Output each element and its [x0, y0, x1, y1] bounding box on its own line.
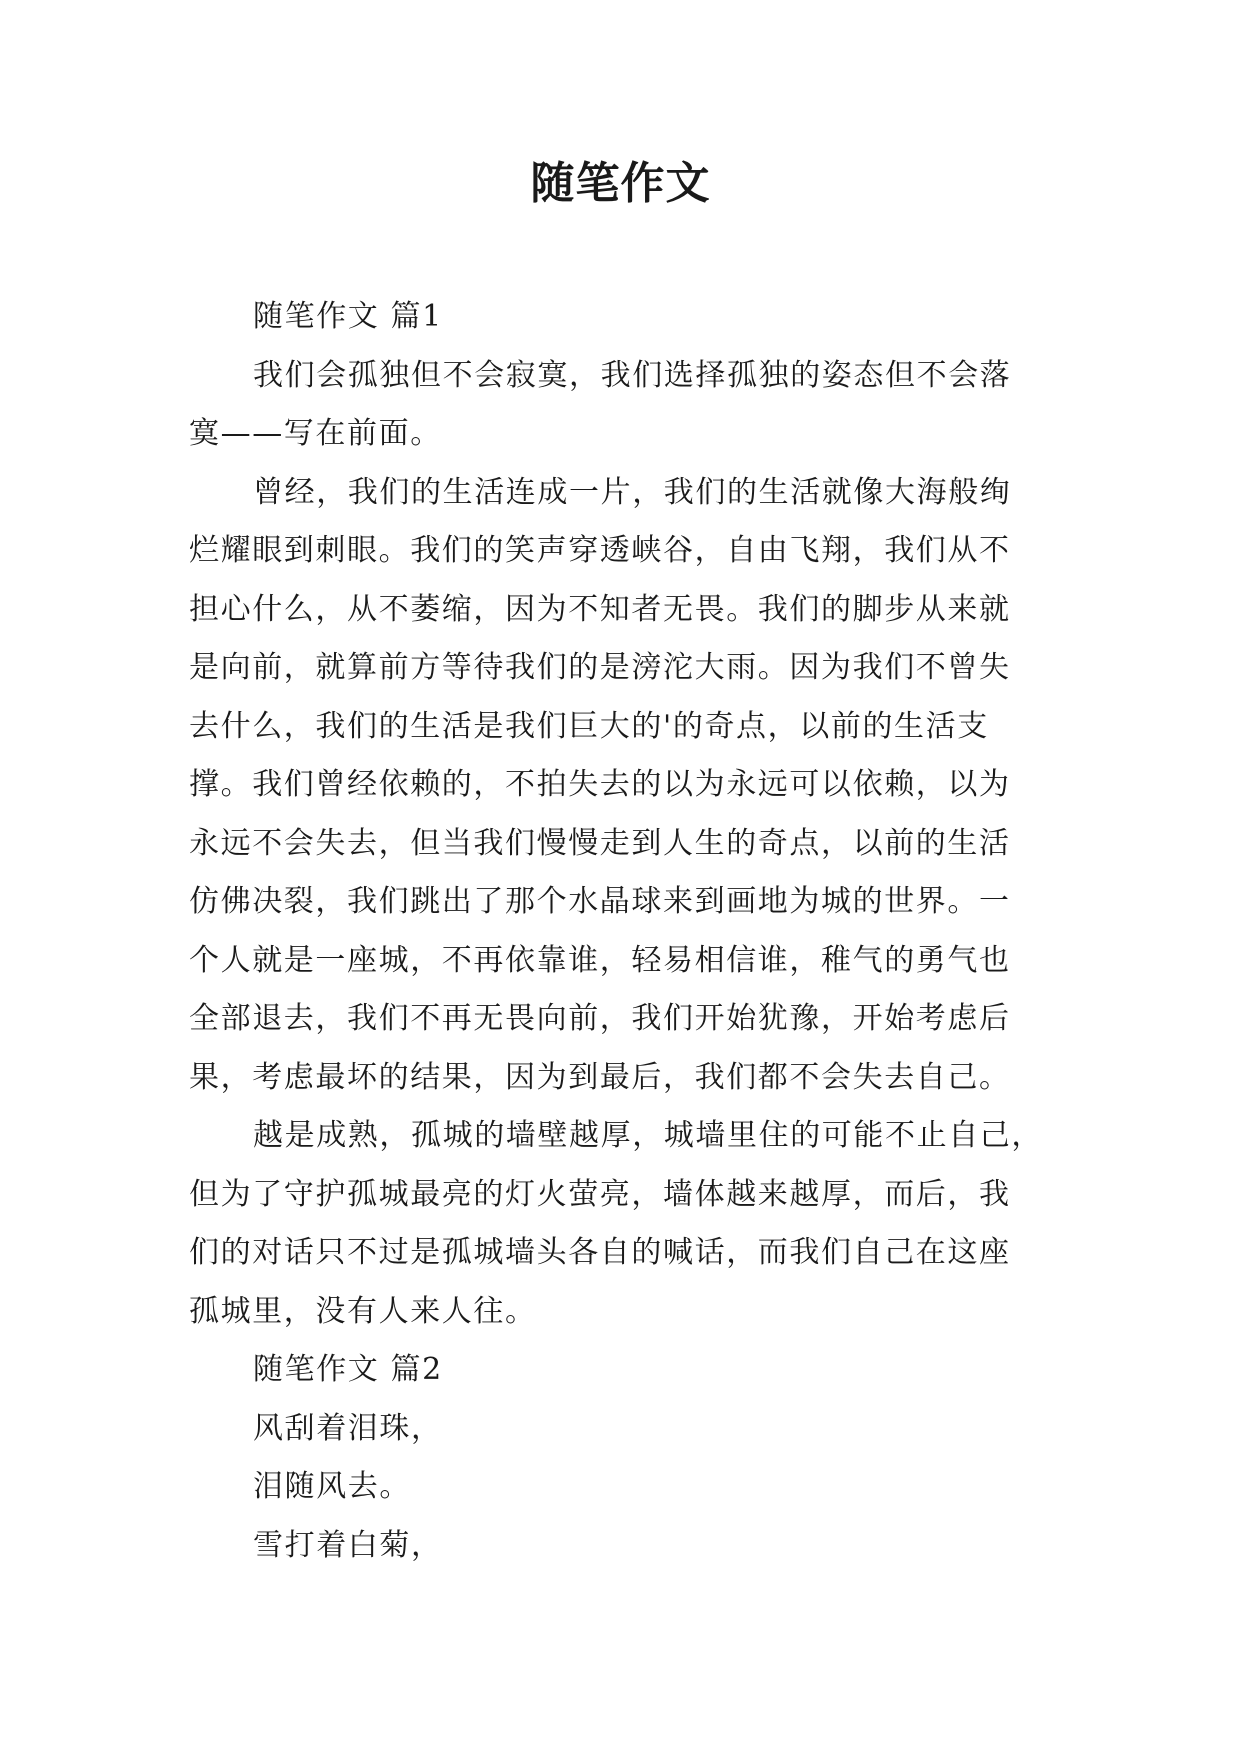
document-body: [189, 288, 1059, 1575]
text-line: 担心什么，从不萎缩，因为不知者无畏。我们的脚步从来就: [189, 591, 1011, 627]
text-line: 们的对话只不过是孤城墙头各自的喊话，而我们自己在这座: [189, 1235, 1011, 1270]
document-title: 随笔作文: [530, 158, 711, 209]
text-line: 随笔作文 篇2: [253, 1352, 443, 1387]
text-line: 越是成熟，孤城的墙壁越厚，城墙里住的可能不止自己，: [253, 1118, 1043, 1153]
text-line: 全部退去，我们不再无畏向前，我们开始犹豫，开始考虑后: [189, 1001, 1011, 1036]
text-line: 去什么，我们的生活是我们巨大的'的奇点，以前的生活支: [189, 708, 989, 744]
text-line: 是向前，就算前方等待我们的是滂沱大雨。因为我们不曾失: [189, 650, 1011, 685]
text-line: 但为了守护孤城最亮的灯火萤亮，墙体越来越厚，而后，我: [189, 1176, 1011, 1212]
text-line: 我们会孤独但不会寂寞，我们选择孤独的姿态但不会落: [253, 357, 1012, 393]
text-line: 寞——写在前面。: [189, 416, 442, 451]
text-line: 风刮着泪珠，: [253, 1410, 443, 1446]
text-line: 烂耀眼到刺眼。我们的笑声穿透峡谷，自由飞翔，我们从不: [189, 533, 1011, 568]
text-line: 泪随风去。: [253, 1469, 411, 1504]
text-line: 仿佛决裂，我们跳出了那个水晶球来到画地为城的世界。一: [189, 884, 1011, 919]
text-line: 曾经，我们的生活连成一片，我们的生活就像大海般绚: [253, 474, 1012, 510]
text-line: 孤城里，没有人来人往。: [189, 1293, 537, 1329]
text-line: 撑。我们曾经依赖的，不拍失去的以为永远可以依赖，以为: [189, 767, 1011, 802]
text-line: 果，考虑最坏的结果，因为到最后，我们都不会失去自己。: [189, 1059, 1011, 1095]
text-line: 雪打着白菊，: [253, 1527, 443, 1563]
text-line: 随笔作文 篇1: [253, 299, 443, 334]
text-line: 个人就是一座城，不再依靠谁，轻易相信谁，稚气的勇气也: [189, 942, 1011, 978]
text-line: 永远不会失去，但当我们慢慢走到人生的奇点，以前的生活: [189, 825, 1011, 861]
